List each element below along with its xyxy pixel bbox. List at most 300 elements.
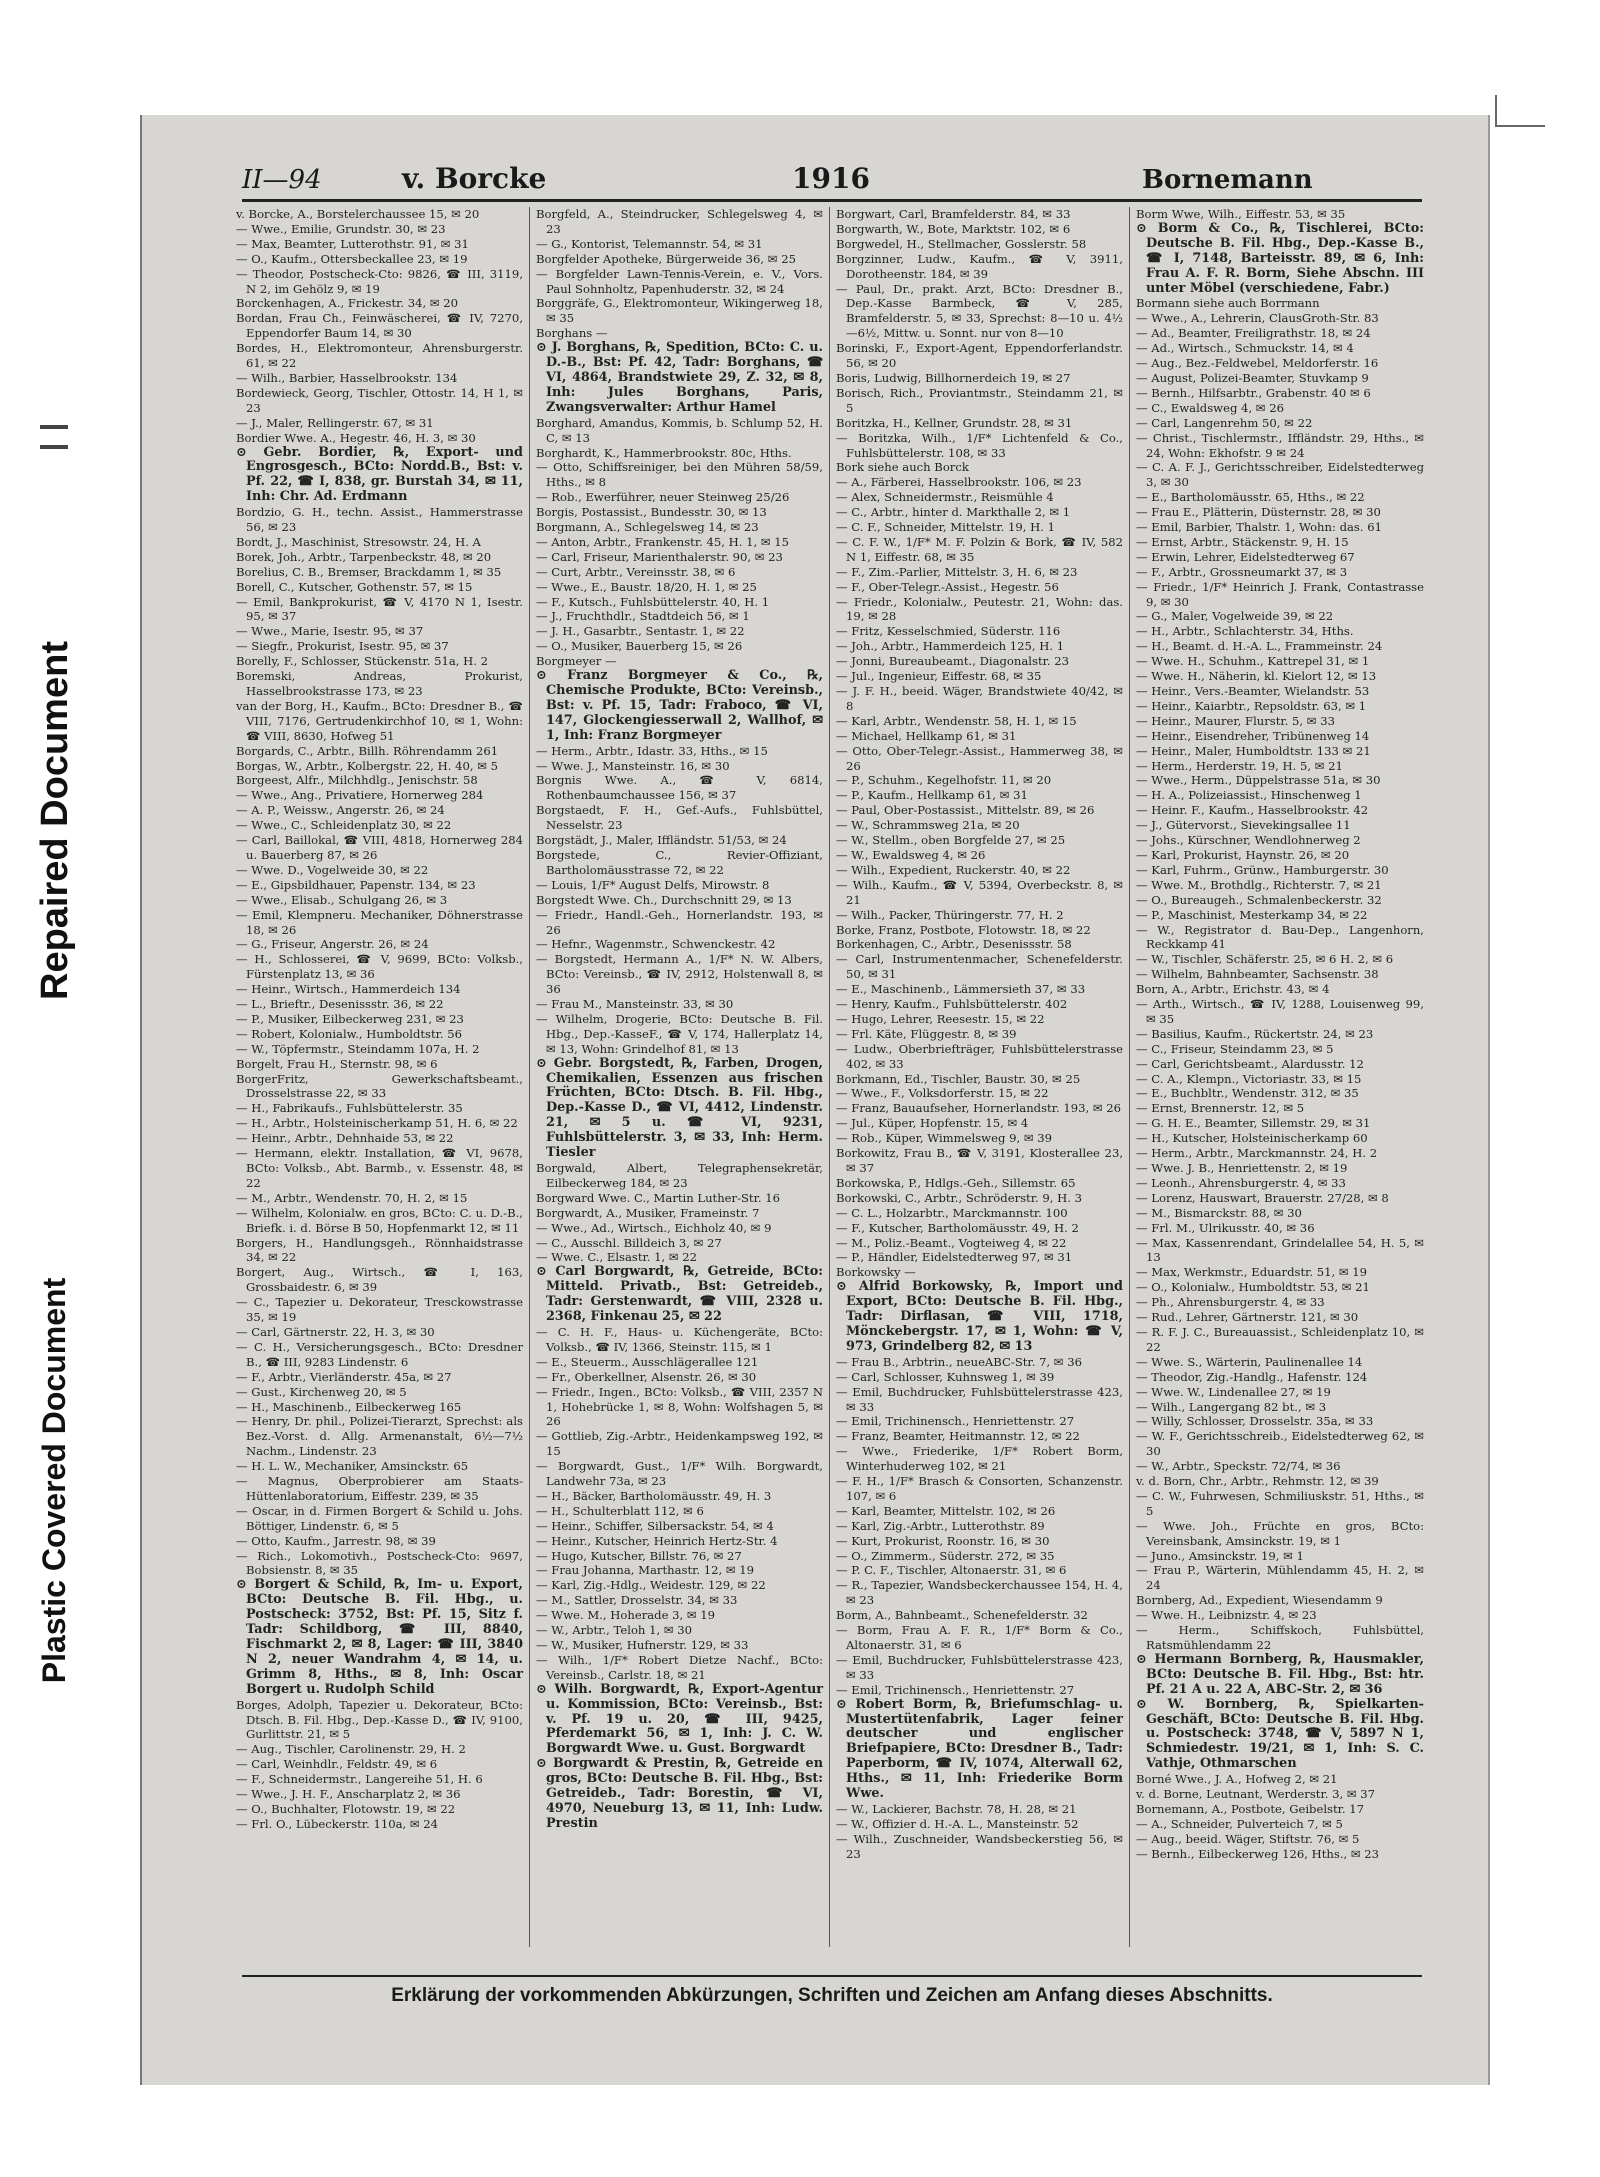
directory-entry: — Hefnr., Wagenmstr., Schwenckestr. 42 bbox=[536, 937, 776, 952]
directory-entry: — H. L. W., Mechaniker, Amsinckstr. 65 bbox=[236, 1459, 469, 1474]
directory-entry: — Heinr., Eisendreher, Tribünenweg 14 bbox=[1136, 728, 1370, 743]
directory-entry: — Jonni, Bureaubeamt., Diagonalstr. 23 bbox=[836, 654, 1069, 669]
directory-entry: — Emil, Bankprokurist, ☎ V, 4170 N 1, Isestr. 95, ✉ 37 bbox=[236, 594, 523, 624]
directory-entry: — C. F., Schneider, Mittelstr. 19, H. 1 bbox=[836, 520, 1055, 535]
directory-entry: — Wwe., C., Schleidenplatz 30, ✉ 22 bbox=[236, 818, 452, 833]
directory-entry: — W., Ewaldsweg 4, ✉ 26 bbox=[836, 847, 986, 862]
directory-entry: — Hugo, Kutscher, Billstr. 76, ✉ 27 bbox=[536, 1548, 742, 1563]
directory-entry: Borkowski, C., Arbtr., Schröderstr. 9, H. 3 bbox=[836, 1190, 1082, 1205]
directory-entry: Bordewieck, Georg, Tischler, Ottostr. 14, H 1, ✉ 23 bbox=[236, 385, 523, 415]
directory-entry: — Ernst, Brennerstr. 12, ✉ 5 bbox=[1136, 1101, 1305, 1116]
directory-entry: — Oscar, in d. Firmen Borgert & Schild u. Johs. Böttiger, Lindenstr. 6, ✉ 5 bbox=[236, 1503, 523, 1533]
column-1 bbox=[230, 207, 530, 1947]
directory-entry: — E., Buchbltr., Wendenstr. 312, ✉ 35 bbox=[1136, 1086, 1359, 1101]
directory-entry: Borgward Wwe. C., Martin Luther-Str. 16 bbox=[536, 1190, 780, 1205]
directory-entry: — H., Maschinenb., Eilbeckerweg 165 bbox=[236, 1399, 462, 1414]
directory-entry: — C., Arbtr., hinter d. Markthalle 2, ✉ 1 bbox=[836, 505, 1071, 520]
directory-entry: van der Borg, H., Kaufm., BCto: Dresdner B., ☎ VIII, 7176, Gertrudenkirchhof 10, ✉ 1, Wohn: ☎ VIII, 8630, Hofweg 51 bbox=[236, 698, 523, 743]
directory-entry: Borgwald, Albert, Telegraphensekretär, Eilbeckerweg 184, ✉ 23 bbox=[536, 1161, 823, 1190]
directory-entry: — C., Friseur, Steindamm 23, ✉ 5 bbox=[1136, 1041, 1334, 1056]
directory-entry: — Robert, Kolonialw., Humboldtstr. 56 bbox=[236, 1026, 463, 1041]
directory-entry: — Frl. O., Lübeckerstr. 110a, ✉ 24 bbox=[236, 1816, 439, 1831]
directory-entry: — Rich., Lokomotivh., Postscheck-Cto: 9697, Bobsienstr. 8, ✉ 35 bbox=[236, 1548, 523, 1578]
directory-entry: — L., Brieftr., Desenissstr. 36, ✉ 22 bbox=[236, 997, 444, 1012]
directory-entry: — C., Ausschl. Billdeich 3, ✉ 27 bbox=[536, 1235, 722, 1250]
directory-entry: Borghard, Amandus, Kommis, b. Schlump 52, H. C, ✉ 13 bbox=[536, 415, 823, 445]
directory-entry: Borgers, H., Handlungsgeh., Rönnhaidstrasse 34, ✉ 22 bbox=[236, 1235, 523, 1265]
directory-entry: — E., Maschinenb., Lämmersieth 37, ✉ 33 bbox=[836, 982, 1086, 997]
directory-entry: — P., Händler, Eidelstedterweg 97, ✉ 31 bbox=[836, 1250, 1073, 1265]
directory-entry: — A. P., Weissw., Angerstr. 26, ✉ 24 bbox=[236, 803, 445, 818]
directory-entry: — P., Kaufm., Hellkamp 61, ✉ 31 bbox=[836, 788, 1028, 803]
directory-entry: — Fr., Oberkellner, Alsenstr. 26, ✉ 30 bbox=[536, 1369, 757, 1384]
directory-entry: Bordt, J., Maschinist, Stresowstr. 24, H. A bbox=[236, 534, 481, 549]
directory-entry: — Aug., Bez.-Feldwebel, Meldorferstr. 16 bbox=[1136, 356, 1379, 371]
directory-entry: Borges, Adolph, Tapezier u. Dekorateur, BCto: Dtsch. B. Fil. Hbg., Dep.-Kasse D., ☎ IV, 9100, Gurlittstr. 21, ✉ 5 bbox=[236, 1697, 523, 1742]
directory-entry: — Carl, Langenrehm 50, ✉ 22 bbox=[1136, 415, 1313, 430]
directory-entry: — Jul., Küper, Hopfenstr. 15, ✉ 4 bbox=[836, 1116, 1029, 1131]
directory-entry: — C., Tapezier u. Dekorateur, Tresckowstrasse 35, ✉ 19 bbox=[236, 1295, 523, 1325]
directory-entry: — Leonh., Ahrensburgerstr. 4, ✉ 33 bbox=[1136, 1175, 1346, 1190]
directory-entry: — Wwe., Ad., Wirtsch., Eichholz 40, ✉ 9 bbox=[536, 1220, 772, 1235]
directory-entry: — Johs., Kürschner, Wendlohnerweg 2 bbox=[1136, 833, 1361, 848]
directory-entry: — Lorenz, Hauswart, Brauerstr. 27/28, ✉ 8 bbox=[1136, 1190, 1389, 1205]
directory-entry: Boris, Ludwig, Billhornerdeich 19, ✉ 27 bbox=[836, 370, 1071, 385]
directory-entry: — O., Kolonialw., Humboldtstr. 53, ✉ 21 bbox=[1136, 1280, 1370, 1295]
directory-entry: — O., Bureaugeh., Schmalenbeckerstr. 32 bbox=[1136, 892, 1382, 907]
directory-entry: — Wwe., Herm., Düppelstrasse 51a, ✉ 30 bbox=[1136, 773, 1381, 788]
directory-entry: Bordes, H., Elektromonteur, Ahrensburgerstr. 61, ✉ 22 bbox=[236, 341, 523, 371]
directory-entry: — Bernh., Eilbeckerweg 126, Hths., ✉ 23 bbox=[1136, 1846, 1380, 1861]
directory-entry: — F., Arbtr., Grossneumarkt 37, ✉ 3 bbox=[1136, 564, 1348, 579]
directory-entry: Borm Wwe, Wilh., Eiffestr. 53, ✉ 35 bbox=[1136, 207, 1346, 221]
directory-entry: — Otto, Kaufm., Jarrestr. 98, ✉ 39 bbox=[236, 1533, 436, 1548]
directory-entry: — R. F. J. C., Bureauassist., Schleidenplatz 10, ✉ 22 bbox=[1136, 1324, 1424, 1354]
directory-entry: — Wilh., Packer, Thüringerstr. 77, H. 2 bbox=[836, 907, 1064, 922]
directory-entry: — Heinr. F., Kaufm., Hasselbrookstr. 42 bbox=[1136, 803, 1369, 818]
directory-entry: — Theodor, Zig.-Handlg., Hafenstr. 124 bbox=[1136, 1369, 1368, 1384]
directory-entry: — W., Arbtr., Speckstr. 72/74, ✉ 36 bbox=[1136, 1459, 1341, 1474]
directory-entry: — A., Färberei, Hasselbrookstr. 106, ✉ 23 bbox=[836, 475, 1082, 490]
directory-entry: ⊙ Hermann Bornberg, ℞, Hausmakler, BCto: Deutsche B. Fil. Hbg., Bst: htr. Pf. 21 A u. 22 A, ABC-Str. 2, ✉ 36 bbox=[1136, 1651, 1424, 1697]
directory-entry: Borgas, W., Arbtr., Kolbergstr. 22, H. 40, ✉ 5 bbox=[236, 758, 498, 773]
directory-entry: Borgmann, A., Schlegelsweg 14, ✉ 23 bbox=[536, 520, 759, 535]
directory-entry: — Emil, Trichinensch., Henriettenstr. 27 bbox=[836, 1682, 1075, 1697]
directory-entry: — G., Maler, Vogelweide 39, ✉ 22 bbox=[1136, 609, 1334, 624]
directory-entry: — E., Gipsbildhauer, Papenstr. 134, ✉ 23 bbox=[236, 877, 476, 892]
directory-entry: — W., Offizier d. H.-A. L., Mansteinstr. 52 bbox=[836, 1816, 1079, 1831]
directory-entry: ⊙ Wilh. Borgwardt, ℞, Export-Agentur u. Kommission, BCto: Vereinsb., Bst: v. Pf. 19 u. 20, ☎ III, 9425, Pferdemarkt 56, ✉ 1, Inh: J. C. W. Borgwardt Wwe. u. Gust. Borgwardt bbox=[536, 1681, 823, 1757]
directory-entry: Borgwart, Carl, Bramfelderstr. 84, ✉ 33 bbox=[836, 207, 1071, 221]
directory-entry: Borgwedel, H., Stellmacher, Gosslerstr. 58 bbox=[836, 236, 1087, 251]
directory-entry: — Friedr., Ingen., BCto: Volksb., ☎ VIII, 2357 N 1, Hohebrücke 1, ✉ 8, Wohn: Wolfshagen 5, ✉ 26 bbox=[536, 1384, 823, 1429]
directory-entry: Borgfelder Apotheke, Bürgerweide 36, ✉ 25 bbox=[536, 251, 796, 266]
directory-entry: — Carl, Gärtnerstr. 22, H. 3, ✉ 30 bbox=[236, 1324, 435, 1339]
directory-entry: — Karl, Zig.-Hdlg., Weidestr. 129, ✉ 22 bbox=[536, 1578, 766, 1593]
directory-entry: — Carl, Schlosser, Kuhnsweg 1, ✉ 39 bbox=[836, 1369, 1055, 1384]
directory-entry: — J. F. H., beeid. Wäger, Brandstwiete 40/42, ✉ 8 bbox=[836, 684, 1123, 713]
directory-entry: — Max, Kassenrendant, Grindelallee 54, H. 5, ✉ 13 bbox=[1136, 1235, 1424, 1265]
directory-entry: Borkenhagen, C., Arbtr., Desenissstr. 58 bbox=[836, 937, 1072, 952]
directory-entry: — Wwe. S., Wärterin, Paulinenallee 14 bbox=[1136, 1354, 1363, 1369]
directory-entry: — Bernh., Hilfsarbtr., Grabenstr. 40 ✉ 6 bbox=[1136, 385, 1371, 400]
directory-entry: — Wwe. H., Näherin, kl. Kielort 12, ✉ 13 bbox=[1136, 669, 1377, 684]
directory-entry: — W., Stellm., oben Borgfelde 27, ✉ 25 bbox=[836, 833, 1066, 848]
directory-entry: — F., Zim.-Parlier, Mittelstr. 3, H. 6, ✉ 23 bbox=[836, 564, 1078, 579]
directory-entry: — G., Friseur, Angerstr. 26, ✉ 24 bbox=[236, 937, 429, 952]
directory-entry: — Boritzka, Wilh., 1/F* Lichtenfeld & Co., Fuhlsbüttelerstr. 108, ✉ 33 bbox=[836, 430, 1123, 460]
directory-entry: — Frl. Käte, Flüggestr. 8, ✉ 39 bbox=[836, 1026, 1017, 1041]
directory-entry: — W., Schrammsweg 21a, ✉ 20 bbox=[836, 818, 1020, 833]
directory-entry: — H., Schlosserei, ☎ V, 9699, BCto: Volksb., Fürstenplatz 13, ✉ 36 bbox=[236, 952, 523, 982]
directory-entry: — J., Maler, Rellingerstr. 67, ✉ 31 bbox=[236, 415, 434, 430]
directory-entry: — Rob., Küper, Wimmelsweg 9, ✉ 39 bbox=[836, 1131, 1052, 1146]
directory-entry: — M., Sattler, Drosselstr. 34, ✉ 33 bbox=[536, 1593, 738, 1608]
directory-entry: — Frau B., Arbtrin., neueABC-Str. 7, ✉ 36 bbox=[836, 1354, 1082, 1369]
directory-entry: — Jul., Ingenieur, Eiffestr. 68, ✉ 35 bbox=[836, 669, 1042, 684]
directory-entry: v. d. Born, Chr., Arbtr., Rehmstr. 12, ✉ 39 bbox=[1136, 1474, 1379, 1489]
directory-entry: Borgnis Wwe. A., ☎ V, 6814, Rothenbaumchaussee 156, ✉ 37 bbox=[536, 773, 823, 803]
directory-entry: Borgeest, Alfr., Milchhdlg., Jenischstr. 58 bbox=[236, 773, 478, 788]
directory-entry: — Rob., Ewerführer, neuer Steinweg 25/26 bbox=[536, 490, 790, 505]
directory-entry: — Wwe. J., Mansteinstr. 16, ✉ 30 bbox=[536, 758, 730, 773]
margin-dash-top-2 bbox=[40, 445, 68, 449]
directory-entry: — Emil, Buchdrucker, Fuhlsbüttelerstrasse 423, ✉ 33 bbox=[836, 1652, 1123, 1682]
directory-entry: — W., Töpfermstr., Steindamm 107a, H. 2 bbox=[236, 1041, 480, 1056]
repaired-document-label: Repaired Document bbox=[33, 640, 76, 1000]
directory-entry: — Wwe. Joh., Früchte en gros, BCto: Vereinsbank, Amsinckstr. 19, ✉ 1 bbox=[1136, 1518, 1424, 1548]
directory-entry: — Frau M., Mansteinstr. 33, ✉ 30 bbox=[536, 997, 734, 1012]
directory-entry: — H., Kutscher, Holsteinischerkamp 60 bbox=[1136, 1131, 1368, 1146]
directory-entry: — Henry, Kaufm., Fuhlsbüttelerstr. 402 bbox=[836, 997, 1068, 1012]
directory-entry: — O., Buchhalter, Flotowstr. 19, ✉ 22 bbox=[236, 1801, 456, 1816]
directory-entry: — Louis, 1/F* August Delfs, Mirowstr. 8 bbox=[536, 877, 770, 892]
page-header bbox=[242, 155, 1422, 202]
directory-entry: — Ph., Ahrensburgerstr. 4, ✉ 33 bbox=[1136, 1295, 1325, 1310]
directory-entry: — M., Poliz.-Beamt., Vogteiweg 4, ✉ 22 bbox=[836, 1235, 1067, 1250]
directory-entry: Bornemann, A., Postbote, Geibelstr. 17 bbox=[1136, 1801, 1365, 1816]
directory-entry: ⊙ W. Bornberg, ℞, Spielkarten-Geschäft, BCto: Deutsche B. Fil. Hbg. u. Postscheck: 3748, ☎ V, 5897 N 1, Schmiedestr. 19/21, ✉ 1, Inh: S. C. Vathje, Othmarschen bbox=[1136, 1696, 1424, 1772]
directory-entry: — Curt, Arbtr., Vereinsstr. 38, ✉ 6 bbox=[536, 564, 736, 579]
directory-entry: — J., Gütervorst., Sievekingsallee 11 bbox=[1136, 818, 1351, 833]
directory-entry: — F., Schneidermstr., Langereihe 51, H. 6 bbox=[236, 1772, 483, 1787]
directory-entry: — Hugo, Lehrer, Reesestr. 15, ✉ 22 bbox=[836, 1011, 1045, 1026]
directory-entry: — Heinr., Kaiarbtr., Repsoldstr. 63, ✉ 1 bbox=[1136, 698, 1367, 713]
directory-entry: Borgstaedt, F. H., Gef.-Aufs., Fuhlsbüttel, Nesselstr. 23 bbox=[536, 803, 823, 833]
directory-entry: Borghardt, K., Hammerbrookstr. 80c, Hths. bbox=[536, 445, 792, 460]
directory-entry: — Wilhelm, Bahnbeamter, Sachsenstr. 38 bbox=[1136, 967, 1379, 982]
directory-entry: — P., Schuhm., Kegelhofstr. 11, ✉ 20 bbox=[836, 773, 1052, 788]
directory-entry: — Wwe., E., Baustr. 18/20, H. 1, ✉ 25 bbox=[536, 579, 757, 594]
margin-dash-top bbox=[40, 425, 68, 429]
directory-entry: — Herm., Schiffskoch, Fuhlsbüttel, Ratsmühlendamm 22 bbox=[1136, 1623, 1424, 1652]
directory-entry: Borgstede, C., Revier-Offiziant, Bartholomäusstrasse 72, ✉ 22 bbox=[536, 847, 823, 877]
directory-entry: Borgzinner, Ludw., Kaufm., ☎ V, 3911, Dorotheenstr. 184, ✉ 39 bbox=[836, 251, 1123, 281]
directory-entry: ⊙ Robert Borm, ℞, Briefumschlag- u. Mustertütenfabrik, Lager feiner deutscher und englischer Briefpapiere, BCto: Dresdner B., Tadr: Paperborm, ☎ IV, 1074, Alterwall 62, Hths., ✉ 11, Inh: Friederike Borm Wwe. bbox=[836, 1696, 1123, 1802]
directory-entry: ⊙ Gebr. Bordier, ℞, Export- und Engrosgesch., BCto: Nordd.B., Bst: v. Pf. 22, ☎ I, 838, gr. Burstah 34, ✉ 11, Inh: Chr. Ad. Erdmann bbox=[236, 444, 523, 505]
directory-entry: Borgelt, Frau H., Sternstr. 98, ✉ 6 bbox=[236, 1056, 438, 1071]
directory-entry: — Franz, Beamter, Heitmannstr. 12, ✉ 22 bbox=[836, 1429, 1080, 1444]
directory-entry: — W. F., Gerichtsschreib., Eidelstedterweg 62, ✉ 30 bbox=[1136, 1429, 1424, 1459]
directory-entry: — Siegfr., Prokurist, Isestr. 95, ✉ 37 bbox=[236, 639, 449, 654]
directory-entry: — C. F. W., 1/F* M. F. Polzin & Bork, ☎ IV, 582 N 1, Eiffestr. 68, ✉ 35 bbox=[836, 534, 1123, 564]
directory-entry: — Wwe., Elisab., Schulgang 26, ✉ 3 bbox=[236, 892, 448, 907]
directory-entry: — H., Fabrikaufs., Fuhlsbüttelerstr. 35 bbox=[236, 1101, 463, 1116]
directory-entry: Borkowitz, Frau B., ☎ V, 3191, Klosterallee 23, ✉ 37 bbox=[836, 1146, 1123, 1175]
directory-entry: — F., Kutsch., Fuhlsbüttelerstr. 40, H. 1 bbox=[536, 594, 770, 609]
directory-entry: — W., Lackierer, Bachstr. 78, H. 28, ✉ 21 bbox=[836, 1801, 1077, 1816]
directory-entry: — J. H., Gasarbtr., Sentastr. 1, ✉ 22 bbox=[536, 624, 745, 639]
directory-entry: — F., Kutscher, Bartholomäusstr. 49, H. 2 bbox=[836, 1220, 1079, 1235]
directory-entry: — C. L., Holzarbtr., Marckmannstr. 100 bbox=[836, 1205, 1068, 1220]
directory-entry: — Willy, Schlosser, Drosselstr. 35a, ✉ 33 bbox=[1136, 1414, 1374, 1429]
directory-entry: — Wilh., Kaufm., ☎ V, 5394, Overbeckstr. 8, ✉ 21 bbox=[836, 877, 1123, 907]
directory-entry: — Gust., Kirchenweg 20, ✉ 5 bbox=[236, 1384, 407, 1399]
directory-entry: — Otto, Schiffsreiniger, bei den Mühren 58/59, Hths., ✉ 8 bbox=[536, 460, 823, 490]
directory-entry: — H., Schulterblatt 112, ✉ 6 bbox=[536, 1503, 704, 1518]
directory-entry: Borckenhagen, A., Frickestr. 34, ✉ 20 bbox=[236, 296, 459, 311]
directory-entry: — Wilh., Barbier, Hasselbrookstr. 134 bbox=[236, 370, 458, 385]
directory-entry: — Carl, Weinhdlr., Feldstr. 49, ✉ 6 bbox=[236, 1757, 438, 1772]
directory-entry: — Rud., Lehrer, Gärtnerstr. 121, ✉ 30 bbox=[1136, 1310, 1359, 1325]
directory-entry: ⊙ Borgwardt & Prestin, ℞, Getreide en gros, BCto: Deutsche B. Fil. Hbg., Bst: Getreideb., Tadr: Borestin, ☎ VI, 4970, Neueburg 13, ✉ 11, Inh: Ludw. Prestin bbox=[536, 1756, 823, 1831]
directory-entry: — Wwe. W., Lindenallee 27, ✉ 19 bbox=[1136, 1384, 1331, 1399]
directory-entry: — W., Registrator d. Bau-Dep., Langenhorn, Reckkamp 41 bbox=[1136, 922, 1424, 952]
directory-entry: Bordier Wwe. A., Hegestr. 46, H. 3, ✉ 30 bbox=[236, 430, 476, 445]
directory-entry: Borelius, C. B., Bremser, Brackdamm 1, ✉ 35 bbox=[236, 564, 502, 579]
page-number: II—94 bbox=[242, 165, 322, 195]
directory-entry: — M., Bismarckstr. 88, ✉ 30 bbox=[1136, 1205, 1302, 1220]
directory-entry: — Wwe., Marie, Isestr. 95, ✉ 37 bbox=[236, 624, 424, 639]
directory-entry: — Karl, Zig.-Arbtr., Lutterothstr. 89 bbox=[836, 1518, 1045, 1533]
directory-entry: — Heinr., Arbtr., Dehnhaide 53, ✉ 22 bbox=[236, 1131, 454, 1146]
directory-entry: — Borgwardt, Gust., 1/F* Wilh. Borgwardt, Landwehr 73a, ✉ 23 bbox=[536, 1459, 823, 1489]
directory-entry: — F., Ober-Telegr.-Assist., Hegestr. 56 bbox=[836, 579, 1059, 594]
directory-entry: Borgfeld, A., Steindrucker, Schlegelsweg 4, ✉ 23 bbox=[536, 207, 823, 236]
directory-entry: — Ernst, Arbtr., Stäckenstr. 9, H. 15 bbox=[1136, 534, 1349, 549]
directory-entry: Borggräfe, G., Elektromonteur, Wikingerweg 18, ✉ 35 bbox=[536, 296, 823, 326]
directory-entry: Borke, Franz, Postbote, Flotowstr. 18, ✉ 22 bbox=[836, 922, 1091, 937]
directory-entry: — C. A. F. J., Gerichtsschreiber, Eidelstedterweg 3, ✉ 30 bbox=[1136, 460, 1424, 490]
directory-entry: — Karl, Prokurist, Haynstr. 26, ✉ 20 bbox=[1136, 847, 1350, 862]
directory-entry: — Max, Beamter, Lutterothstr. 91, ✉ 31 bbox=[236, 236, 469, 251]
directory-entry: — Herm., Arbtr., Marckmannstr. 24, H. 2 bbox=[1136, 1146, 1378, 1161]
directory-entry: — O., Musiker, Bauerberg 15, ✉ 26 bbox=[536, 639, 743, 654]
directory-entry: — C. H., Versicherungsgesch., BCto: Dresdner B., ☎ III, 9283 Lindenstr. 6 bbox=[236, 1339, 523, 1369]
directory-entry: — H., Arbtr., Holsteinischerkamp 51, H. 6, ✉ 22 bbox=[236, 1116, 518, 1131]
directory-entry: v. Borcke, A., Borstelerchaussee 15, ✉ 20 bbox=[236, 207, 480, 221]
directory-entry: Bordzio, G. H., techn. Assist., Hammerstrasse 56, ✉ 23 bbox=[236, 505, 523, 535]
directory-entry: — C. A., Klempn., Victoriastr. 33, ✉ 15 bbox=[1136, 1071, 1362, 1086]
directory-entry: — Wwe. H., Schuhm., Kattrepel 31, ✉ 1 bbox=[1136, 654, 1370, 669]
directory-entry: Born, A., Arbtr., Erichstr. 43, ✉ 4 bbox=[1136, 982, 1330, 997]
directory-entry: Borgmeyer — bbox=[536, 654, 617, 669]
directory-entry: — Emil, Klempneru. Mechaniker, Döhnerstrasse 18, ✉ 26 bbox=[236, 907, 523, 937]
directory-entry: — Herm., Arbtr., Idastr. 33, Hths., ✉ 15 bbox=[536, 743, 768, 758]
directory-entry: — A., Schneider, Pulverteich 7, ✉ 5 bbox=[1136, 1816, 1343, 1831]
directory-entry: Borinski, F., Export-Agent, Eppendorferlandstr. 56, ✉ 20 bbox=[836, 341, 1123, 371]
directory-entry: ⊙ Franz Borgmeyer & Co., ℞, Chemische Produkte, BCto: Vereinsb., Bst: v. Pf. 15, Tadr: Fraboco, ☎ VI, 147, Glockengiesserwall 2, Wallhof, ✉ 1, Inh: Franz Borgmeyer bbox=[536, 668, 823, 743]
directory-entry: — Wwe. M., Brothdlg., Richterstr. 7, ✉ 21 bbox=[1136, 877, 1382, 892]
directory-entry: — Otto, Ober-Telegr.-Assist., Hammerweg 38, ✉ 26 bbox=[836, 743, 1123, 773]
directory-entry: — Wilh., 1/F* Robert Dietze Nachf., BCto: Vereinsb., Carlstr. 18, ✉ 21 bbox=[536, 1652, 823, 1682]
directory-entry: — Karl, Fuhrm., Grünw., Hamburgerstr. 30 bbox=[1136, 862, 1389, 877]
directory-entry: ⊙ Carl Borgwardt, ℞, Getreide, BCto: Mitteld. Privatb., Bst: Getreideb., Tadr: Gerstenwardt, ☎ VIII, 2328 u. 2368, Finkenau 25, ✉ 22 bbox=[536, 1264, 823, 1325]
directory-entry: — Joh., Arbtr., Hammerdeich 125, H. 1 bbox=[836, 639, 1065, 654]
directory-entry: — Wwe., J. H. F., Anscharplatz 2, ✉ 36 bbox=[236, 1787, 461, 1802]
directory-entry: Bormann siehe auch Borrmann bbox=[1136, 296, 1320, 311]
directory-entry: — Kurt, Prokurist, Roonstr. 16, ✉ 30 bbox=[836, 1533, 1050, 1548]
directory-entry: Borisch, Rich., Proviantmstr., Steindamm 21, ✉ 5 bbox=[836, 385, 1123, 415]
directory-entry: — Wilhelm, Drogerie, BCto: Deutsche B. Fil. Hbg., Dep.-KasseF., ☎ V, 174, Hallerplatz 14, ✉ 13, Wohn: Grindelhof 81, ✉ 13 bbox=[536, 1011, 823, 1056]
directory-entry: — H. A., Polizeiassist., Hinschenweg 1 bbox=[1136, 788, 1362, 803]
directory-entry: — Wwe. D., Vogelweide 30, ✉ 22 bbox=[236, 862, 429, 877]
directory-entry: — Carl, Gerichtsbeamt., Alardusstr. 12 bbox=[1136, 1056, 1364, 1071]
directory-entry: Borgwardt, A., Musiker, Frameinstr. 7 bbox=[536, 1205, 760, 1220]
directory-entry: Borgwarth, W., Bote, Marktstr. 102, ✉ 6 bbox=[836, 221, 1071, 236]
directory-entry: — Carl, Baillokal, ☎ VIII, 4818, Hornerweg 284 u. Bauerberg 87, ✉ 26 bbox=[236, 833, 523, 862]
directory-entry: Borghans — bbox=[536, 326, 608, 341]
directory-entry: — W., Tischler, Schäferstr. 25, ✉ 6 H. 2, ✉ 6 bbox=[1136, 952, 1394, 967]
directory-entry: — P., Maschinist, Mesterkamp 34, ✉ 22 bbox=[1136, 907, 1368, 922]
directory-entry: — Arth., Wirtsch., ☎ IV, 1288, Louisenweg 99, ✉ 35 bbox=[1136, 997, 1424, 1026]
directory-entry: — Paul, Dr., prakt. Arzt, BCto: Dresdner B., Dep.-Kasse Barmbeck, ☎ V, 285, Bramfelderstr. 5, ✉ 33, Sprechst: 8—10 u. 4½—6½, Mittw. u. Sonnt. nur von 8—10 bbox=[836, 281, 1123, 341]
directory-entry: — E., Bartholomäusstr. 65, Hths., ✉ 22 bbox=[1136, 490, 1365, 505]
directory-entry: — Borgstedt, Hermann A., 1/F* N. W. Albers, BCto: Vereinsb., ☎ IV, 2912, Holstenwall 8, ✉ 36 bbox=[536, 952, 823, 997]
directory-entry: Bordan, Frau Ch., Feinwäscherei, ☎ IV, 7270, Eppendorfer Baum 14, ✉ 30 bbox=[236, 311, 523, 341]
directory-entry: Borkowska, P., Hdlgs.-Geh., Sillemstr. 65 bbox=[836, 1175, 1076, 1190]
directory-entry: Borgstädt, J., Maler, Iffländstr. 51/53, ✉ 24 bbox=[536, 833, 787, 848]
directory-entry: Bork siehe auch Borck bbox=[836, 460, 969, 475]
directory-entry: — C., Ewaldsweg 4, ✉ 26 bbox=[1136, 400, 1284, 415]
directory-entry: — Friedr., 1/F* Heinrich J. Frank, Contastrasse 9, ✉ 30 bbox=[1136, 579, 1424, 609]
directory-entry: — Magnus, Oberprobierer am Staats-Hüttenlaboratorium, Eiffestr. 239, ✉ 35 bbox=[236, 1474, 523, 1503]
directory-entry: Borell, C., Kutscher, Gothenstr. 57, ✉ 15 bbox=[236, 579, 473, 594]
directory-entry: — Hermann, elektr. Installation, ☎ VI, 9678, BCto: Volksb., Abt. Barmb., v. Essenstr. 48, ✉ 22 bbox=[236, 1146, 523, 1190]
directory-entry: Borgert, Aug., Wirtsch., ☎ I, 163, Grossbaidestr. 6, ✉ 39 bbox=[236, 1265, 523, 1295]
directory-entry: — J., Fruchthdlr., Stadtdeich 56, ✉ 1 bbox=[536, 609, 750, 624]
directory-entry: — P., Musiker, Eilbeckerweg 231, ✉ 23 bbox=[236, 1011, 464, 1026]
column-4 bbox=[1130, 207, 1430, 1947]
plastic-covered-label: Plastic Covered Document bbox=[36, 1277, 73, 1683]
footer-note: Erklärung der vorkommenden Abkürzungen, Schriften und Zeichen am Anfang dieses Abschnitts. bbox=[242, 1975, 1422, 2011]
directory-entry: ⊙ Gebr. Borgstedt, ℞, Farben, Drogen, Chemikalien, Essenzen aus frischen Früchten, BCto: Dtsch. B. Fil. Hbg., Dep.-Kasse D., ☎ VI, 4412, Lindenstr. 21, ✉ 5 u. ☎ VI, 9231, Fuhlsbüttelerstr. 3, ✉ 33, Inh: Herm. Tiesler bbox=[536, 1055, 823, 1161]
directory-entry: — Heinr., Wirtsch., Hammerdeich 134 bbox=[236, 982, 461, 997]
directory-entry: Borelly, F., Schlosser, Stückenstr. 51a, H. 2 bbox=[236, 654, 489, 669]
directory-entry: — Carl, Friseur, Marienthalerstr. 90, ✉ 23 bbox=[536, 549, 783, 564]
directory-entry: — Frl. M., Ulrikusstr. 40, ✉ 36 bbox=[1136, 1220, 1315, 1235]
directory-entry: — Heinr., Kutscher, Heinrich Hertz-Str. 4 bbox=[536, 1533, 778, 1548]
directory-entry: — C. W., Fuhrwesen, Schmiliuskstr. 51, Hths., ✉ 5 bbox=[1136, 1488, 1424, 1518]
directory-entry: — W., Musiker, Hufnerstr. 129, ✉ 33 bbox=[536, 1638, 749, 1652]
column-3 bbox=[830, 207, 1130, 1947]
directory-entry: — O., Zimmerm., Süderstr. 272, ✉ 35 bbox=[836, 1548, 1055, 1563]
directory-entry: — Heinr., Maler, Humboldtstr. 133 ✉ 21 bbox=[1136, 743, 1371, 758]
directory-entry: — Emil, Trichinensch., Henriettenstr. 27 bbox=[836, 1414, 1075, 1429]
directory-entry: — Gottlieb, Zig.-Arbtr., Heidenkampsweg 192, ✉ 15 bbox=[536, 1429, 823, 1459]
directory-entry: — H., Arbtr., Schlachterstr. 34, Hths. bbox=[1136, 624, 1354, 639]
directory-entry: — C. H. F., Haus- u. Küchengeräte, BCto: Volksb., ☎ IV, 1366, Steinstr. 115, ✉ 1 bbox=[536, 1324, 823, 1354]
directory-entry: Borek, Joh., Arbtr., Tarpenbeckstr. 48, ✉ 20 bbox=[236, 549, 492, 564]
directory-entry: — Wwe., A., Lehrerin, ClausGroth-Str. 83 bbox=[1136, 311, 1379, 326]
directory-entry: — Wwe. M., Hoherade 3, ✉ 19 bbox=[536, 1608, 716, 1623]
directory-entry: — Borm, Frau A. F. R., 1/F* Borm & Co., Altonaerstr. 31, ✉ 6 bbox=[836, 1623, 1123, 1652]
directory-entry: — Herm., Herderstr. 19, H. 5, ✉ 21 bbox=[1136, 758, 1343, 773]
directory-entry: BorgerFritz, Gewerkschaftsbeamt., Drosselstrasse 22, ✉ 33 bbox=[236, 1071, 523, 1101]
directory-entry: Borkowsky — bbox=[836, 1265, 916, 1280]
directory-entry: — F., Arbtr., Vierländerstr. 45a, ✉ 27 bbox=[236, 1369, 452, 1384]
directory-entry: Borm, A., Bahnbeamt., Schenefelderstr. 32 bbox=[836, 1608, 1088, 1623]
directory-entry: Borné Wwe., J. A., Hofweg 2, ✉ 21 bbox=[1136, 1772, 1338, 1787]
directory-entry: ⊙ Borgert & Schild, ℞, Im- u. Export, BCto: Deutsche B. Fil. Hbg., u. Postscheck: 3752, Bst: Pf. 15, Sitz f. Tadr: Schildborg, ☎ III, 8840, Fischmarkt 2, ✉ 8, Lager: ☎ III, 3840 N 2, neuer Wandrahm 4, ✉ 14, u. Grimm 8, Hths., ✉ 8, Inh: Oscar Borgert u. Rudolph Schild bbox=[236, 1577, 523, 1697]
directory-entry: — Emil, Barbier, Thalstr. 1, Wohn: das. 61 bbox=[1136, 520, 1382, 535]
directory-entry: — M., Arbtr., Wendenstr. 70, H. 2, ✉ 15 bbox=[236, 1190, 468, 1205]
directory-entry: — August, Polizei-Beamter, Stuvkamp 9 bbox=[1136, 370, 1369, 385]
directory-entry: — Heinr., Schiffer, Silbersackstr. 54, ✉ 4 bbox=[536, 1518, 774, 1533]
directory-entry: — H., Beamt. d. H.-A. L., Frammeinstr. 24 bbox=[1136, 639, 1383, 654]
directory-entry: — Anton, Arbtr., Frankenstr. 45, H. 1, ✉ 15 bbox=[536, 534, 789, 549]
directory-entry: — Wwe. C., Elsastr. 1, ✉ 22 bbox=[536, 1250, 698, 1265]
directory-entry: Borkmann, Ed., Tischler, Baustr. 30, ✉ 25 bbox=[836, 1071, 1081, 1086]
directory-entry: — Carl, Instrumentenmacher, Schenefelderstr. 50, ✉ 31 bbox=[836, 952, 1123, 982]
header-last-name: Bornemann bbox=[1142, 165, 1313, 195]
page-corner bbox=[1495, 95, 1545, 127]
directory-entry: — Wilhelm, Kolonialw. en gros, BCto: C. u. D.-B., Briefk. i. d. Börse B 50, Hopfenmarkt 12, ✉ 11 bbox=[236, 1205, 523, 1235]
directory-entry: — W., Arbtr., Teloh 1, ✉ 30 bbox=[536, 1623, 692, 1638]
directory-entry: — Aug., beeid. Wäger, Stiftstr. 76, ✉ 5 bbox=[1136, 1831, 1360, 1846]
directory-entry: — Michael, Hellkamp 61, ✉ 31 bbox=[836, 728, 1017, 743]
directory-entry: ⊙ Borm & Co., ℞, Tischlerei, BCto: Deutsche B. Fil. Hbg., Dep.-Kasse B., ☎ I, 7148, Barteisstr. 89, ✉ 6, Inh: Frau A. F. R. Borm, Siehe Abschn. III unter Möbel (verschiedene, Fabr.) bbox=[1136, 220, 1424, 296]
directory-entry: — Franz, Bauaufseher, Hornerlandstr. 193, ✉ 26 bbox=[836, 1101, 1121, 1116]
directory-entry: — Frau E., Plätterin, Düsternstr. 28, ✉ 30 bbox=[1136, 505, 1381, 520]
directory-entry: Boritzka, H., Kellner, Grundstr. 28, ✉ 31 bbox=[836, 415, 1073, 430]
directory-entry: ⊙ J. Borghans, ℞, Spedition, BCto: C. u. D.-B., Bst: Pf. 42, Tadr: Borghans, ☎ VI, 4864, Brandstwiete 29, Z. 32, ✉ 8, Inh: Jules Borghans, Paris, Zwangsverwalter: Arthur Hamel bbox=[536, 340, 823, 415]
directory-entry: — Theodor, Postscheck-Cto: 9826, ☎ III, 3119, N 2, im Gehölz 9, ✉ 19 bbox=[236, 266, 523, 296]
header-first-name: v. Borcke bbox=[402, 162, 547, 195]
directory-entry: — Friedr., Kolonialw., Peutestr. 21, Wohn: das. 19, ✉ 28 bbox=[836, 594, 1123, 624]
header-year: 1916 bbox=[792, 162, 870, 195]
directory-entry: — H., Bäcker, Bartholomäusstr. 49, H. 3 bbox=[536, 1488, 772, 1503]
directory-entry: Borgis, Postassist., Bundesstr. 30, ✉ 13 bbox=[536, 505, 767, 520]
directory-entry: — F. H., 1/F* Brasch & Consorten, Schanzenstr. 107, ✉ 6 bbox=[836, 1474, 1123, 1503]
directory-entry: — Ludw., Oberbriefträger, Fuhlsbüttelerstrasse 402, ✉ 33 bbox=[836, 1041, 1123, 1071]
directory-entry: — Karl, Beamter, Mittelstr. 102, ✉ 26 bbox=[836, 1503, 1056, 1518]
directory-entry: — Juno., Amsinckstr. 19, ✉ 1 bbox=[1136, 1548, 1304, 1563]
scanned-page bbox=[140, 115, 1490, 2085]
directory-entry: — Wwe. J. B., Henriettenstr. 2, ✉ 19 bbox=[1136, 1161, 1348, 1175]
directory-entry: — G. H. E., Beamter, Sillemstr. 29, ✉ 31 bbox=[1136, 1116, 1371, 1131]
directory-entry: — Ad., Beamter, Freiligrathstr. 18, ✉ 24 bbox=[1136, 326, 1371, 341]
directory-entry: Bornberg, Ad., Expedient, Wiesendamm 9 bbox=[1136, 1593, 1383, 1608]
directory-entry: — Basilius, Kaufm., Rückertstr. 24, ✉ 23 bbox=[1136, 1026, 1374, 1041]
directory-entry: Borgards, C., Arbtr., Billh. Röhrendamm 261 bbox=[236, 743, 499, 758]
directory-entry: — Christ., Tischlermstr., Iffländstr. 29, Hths., ✉ 24, Wohn: Ekhofstr. 9 ✉ 24 bbox=[1136, 430, 1424, 460]
directory-entry: Borgstedt Wwe. Ch., Durchschnitt 29, ✉ 13 bbox=[536, 892, 792, 907]
column-2 bbox=[530, 207, 830, 1947]
directory-entry: — Erwin, Lehrer, Eidelstedterweg 67 bbox=[1136, 549, 1355, 564]
directory-entry: — E., Steuerm., Ausschlägerallee 121 bbox=[536, 1354, 759, 1369]
directory-entry: — P. C. F., Tischler, Altonaerstr. 31, ✉ 6 bbox=[836, 1563, 1067, 1578]
directory-entry: Boremski, Andreas, Prokurist, Hasselbrookstrasse 173, ✉ 23 bbox=[236, 669, 523, 698]
directory-entry: — Aug., Tischler, Carolinenstr. 29, H. 2 bbox=[236, 1742, 466, 1757]
directory-entry: — Wilh., Langergang 82 bt., ✉ 3 bbox=[1136, 1399, 1327, 1414]
directory-entry: ⊙ Alfrid Borkowsky, ℞, Import und Export, BCto: Deutsche B. Fil. Hbg., Tadr: Dirflasan, ☎ VIII, 1718, Mönckebergstr. 17, ✉ 1, Wohn: ☎ V, 973, Grindelberg 82, ✉ 13 bbox=[836, 1279, 1123, 1354]
directory-entry: — Friedr., Handl.-Geh., Hornerlandstr. 193, ✉ 26 bbox=[536, 907, 823, 937]
directory-entry: — Paul, Ober-Postassist., Mittelstr. 89, ✉ 26 bbox=[836, 803, 1095, 818]
directory-entry: — Karl, Arbtr., Wendenstr. 58, H. 1, ✉ 15 bbox=[836, 713, 1077, 728]
directory-entry: — Alex, Schneidermstr., Reismühle 4 bbox=[836, 490, 1054, 505]
directory-entry: — Wilh., Expedient, Ruckerstr. 40, ✉ 22 bbox=[836, 862, 1071, 877]
